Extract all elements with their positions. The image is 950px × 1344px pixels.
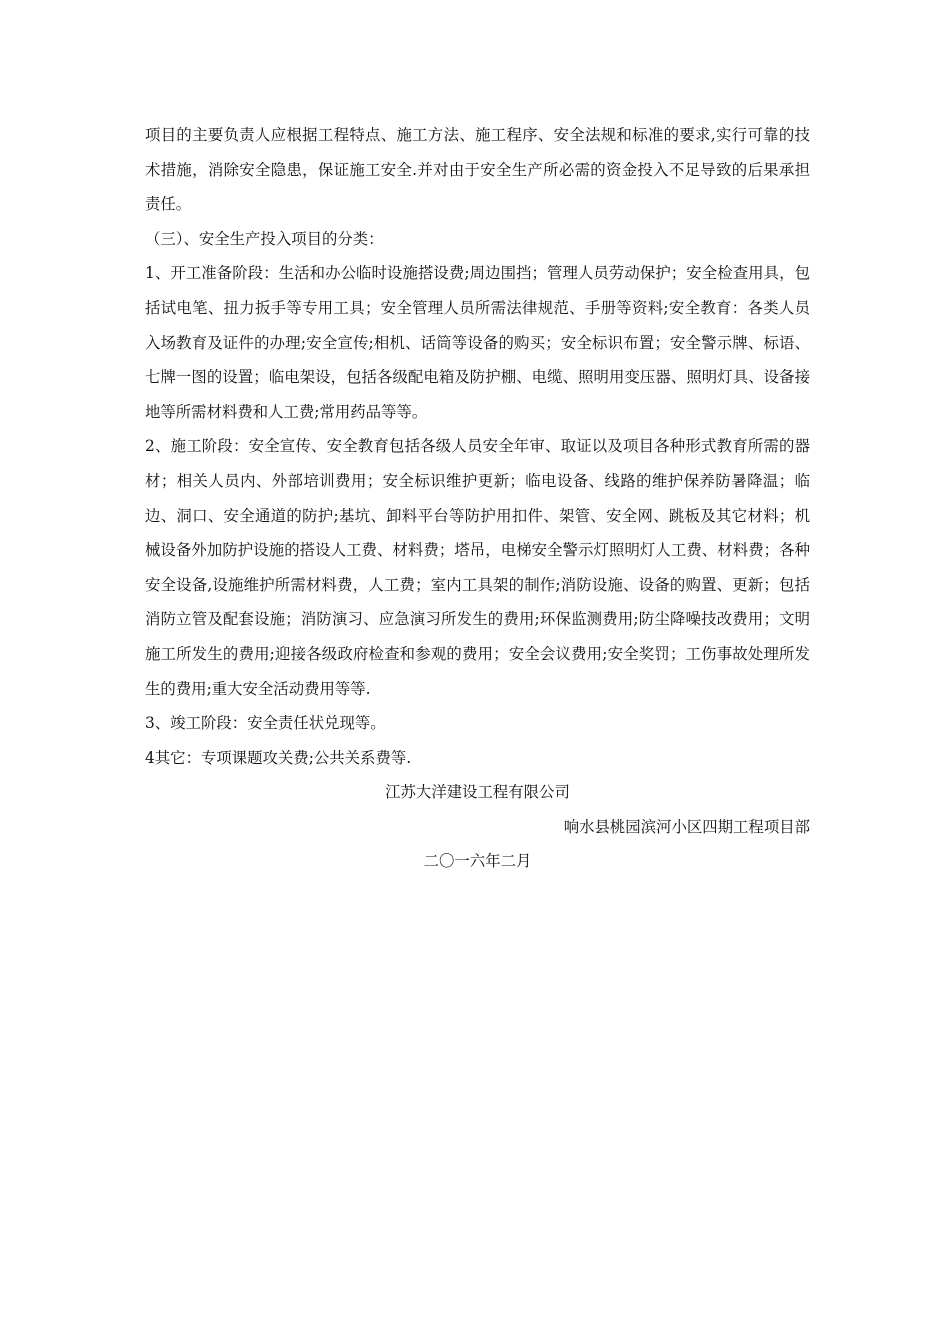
paragraph-construction-stage: 2、施工阶段：安全宣传、安全教育包括各级人员安全年审、取证以及项目各种形式教育所需的器材；相关人员内、外部培训费用；安全标识维护更新；临电设备、线路的维护保养防暑降温；临边、洞口、安全通道的防护;基坑、卸料平台等防护用扣件、架管、安全网、跳板及其它材料；机械设备外加防护设施的搭设人工费、材料费；塔吊，电梯安全警示灯照明灯人工费、材料费；各种安全设备,设施维护所需材料费，人工费；室内工具架的制作;消防设施、设备的购置、更新；包括消防立管及配套设施；消防演习、应急演习所发生的费用;环保监测费用;防尘降噪技改费用；文明施工所发生的费用;迎接各级政府检查和参观的费用；安全会议费用;安全奖罚；工伤事故处理所发生的费用;重大安全活动费用等等. [145,437,810,698]
document-body [145,118,810,879]
paragraph-completion-stage: 3、竣工阶段：安全责任状兑现等。 [145,714,386,733]
signature-company: 江苏大洋建设工程有限公司 [385,783,570,802]
signature-date: 二〇一六年二月 [423,852,532,871]
paragraph-preparation-stage: 1、开工准备阶段：生活和办公临时设施搭设费;周边围挡；管理人员劳动保护；安全检查用具，包括试电笔、扭力扳手等专用工具；安全管理人员所需法律规范、手册等资料;安全教育：各类人员入场教育及证件的办理;安全宣传;相机、话筒等设备的购买；安全标识布置；安全警示牌、标语、七牌一图的设置；临电架设，包括各级配电箱及防护棚、电缆、照明用变压器、照明灯具、设备接地等所需材料费和人工费;常用药品等等。 [145,264,810,421]
section-heading-classification: （三）、安全生产投入项目的分类： [145,229,384,248]
signature-department: 响水县桃园滨河小区四期工程项目部 [563,817,810,836]
paragraph-responsibility: 项目的主要负责人应根据工程特点、施工方法、施工程序、安全法规和标准的要求,实行可靠的技术措施，消除安全隐患，保证施工安全.并对由于安全生产所必需的资金投入不足导致的后果承担责任。 [145,126,810,214]
paragraph-other: 4其它：专项课题攻关费;公共关系费等. [145,748,412,767]
